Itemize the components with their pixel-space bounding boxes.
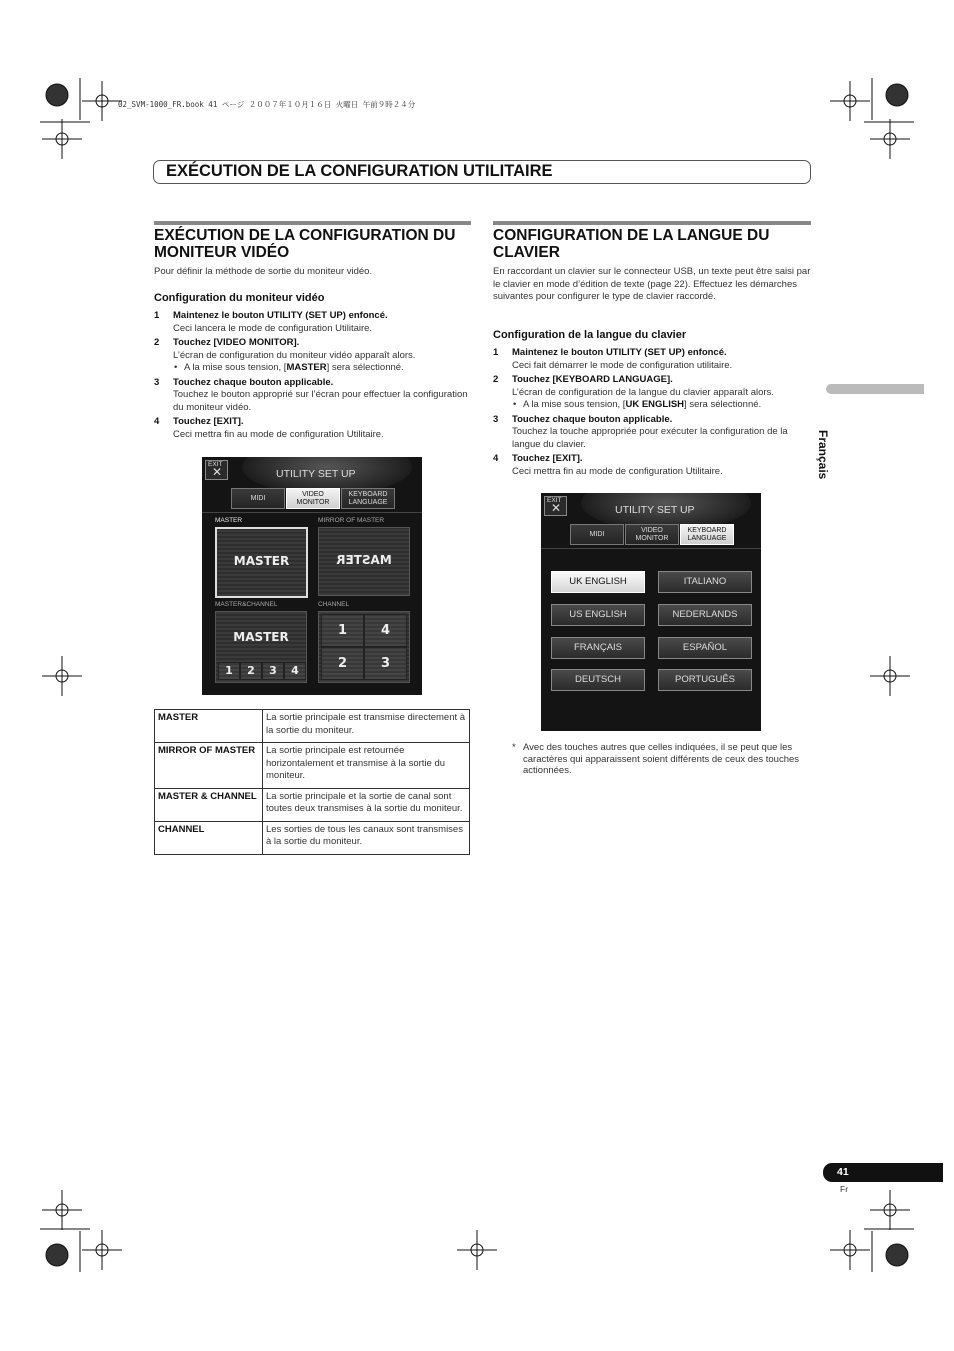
option-label-master: MASTER	[215, 517, 243, 524]
screen-title: UTILITY SET UP	[615, 504, 695, 516]
table-row	[155, 743, 470, 789]
table-row	[155, 710, 470, 743]
step	[493, 347, 811, 372]
step-title: Maintenez le bouton UTILITY (SET UP) enfoncé.	[173, 310, 388, 321]
step-title: Touchez [KEYBOARD LANGUAGE].	[512, 374, 673, 385]
footnote-text: Avec des touches autres que celles indiquées, il se peut que les caractères qui apparaissent soient différents de ceux des touches actionnées.	[523, 742, 800, 776]
section-rule	[493, 221, 811, 225]
step-title: Touchez chaque bouton applicable.	[512, 413, 673, 425]
tab-keyboard-language[interactable]: KEYBOARD LANGUAGE	[680, 524, 734, 545]
close-icon: ✕	[212, 465, 223, 479]
tab-midi[interactable]: MIDI	[570, 524, 624, 545]
table-value: Les sorties de tous les canaux sont transmises à la sortie du moniteur.	[263, 821, 470, 854]
footnote-mark: *	[512, 742, 516, 753]
table-key: MASTER	[155, 710, 263, 743]
lang-button-espanol[interactable]: ESPAÑOL	[658, 637, 752, 659]
step	[493, 453, 811, 478]
section-intro: Pour définir la méthode de sortie du moniteur vidéo.	[154, 266, 373, 277]
step-text: Ceci mettra fin au mode de configuration Utilitaire.	[512, 465, 723, 477]
lang-button-us-english[interactable]: US ENGLISH	[551, 604, 645, 626]
subheading-video-monitor: Configuration du moniteur vidéo	[154, 292, 325, 304]
keyboard-language-screen	[541, 493, 761, 731]
chapter-title: EXÉCUTION DE LA CONFIGURATION UTILITAIRE	[166, 162, 553, 180]
step	[493, 414, 811, 452]
table-row	[155, 821, 470, 854]
tab-keyboard-language[interactable]: KEYBOARD LANGUAGE	[341, 488, 395, 509]
video-monitor-screen	[202, 457, 422, 695]
step-title: Touchez chaque bouton applicable.	[173, 376, 334, 388]
table-key: MIRROR OF MASTER	[155, 743, 263, 789]
step-number: 3	[493, 413, 499, 425]
close-icon: ✕	[551, 501, 562, 515]
section-rule	[154, 221, 471, 225]
lang-button-italiano[interactable]: ITALIANO	[658, 571, 752, 593]
section-heading-video-monitor: EXÉCUTION DE LA CONFIGURATION DU MONITEUR VIDÉO	[154, 227, 456, 261]
step	[154, 377, 470, 415]
step-number: 3	[154, 376, 160, 388]
exit-button[interactable]: EXIT ✕	[544, 496, 567, 516]
step	[493, 374, 811, 412]
page-number-tab	[823, 1163, 943, 1182]
step-text: Ceci fait démarrer le mode de configuration utilitaire.	[512, 359, 733, 371]
option-label-mirror: MIRROR OF MASTER	[318, 517, 385, 524]
step-title: Touchez [EXIT].	[173, 416, 244, 427]
master-channel-option-button[interactable]: MASTER 1 2 3 4	[215, 611, 307, 683]
step-title: Touchez [EXIT].	[512, 453, 583, 464]
master-option-button[interactable]: MASTER	[215, 527, 308, 598]
step-text: L’écran de configuration de la langue du clavier apparaît alors.	[512, 386, 774, 398]
tab-video-monitor[interactable]: VIDEO MONITOR	[286, 488, 340, 509]
step-title: Maintenez le bouton UTILITY (SET UP) enfoncé.	[512, 347, 727, 358]
section-heading-keyboard-language: CONFIGURATION DE LA LANGUE DU CLAVIER	[493, 227, 770, 261]
step-text: Ceci lancera le mode de configuration Utilitaire.	[173, 322, 373, 334]
step-bullet: • A la mise sous tension, [UK ENGLISH] sera sélectionné.	[512, 399, 811, 412]
step-number: 2	[493, 374, 499, 385]
step-text: Ceci mettra fin au mode de configuration Utilitaire.	[173, 428, 384, 440]
step	[154, 310, 470, 335]
lang-button-portugues[interactable]: PORTUGUÊS	[658, 669, 752, 691]
lang-button-nederlands[interactable]: NEDERLANDS	[658, 604, 752, 626]
step-text: Touchez le bouton approprié sur l’écran pour effectuer la configuration du moniteur vidéo.	[173, 389, 468, 413]
step-number: 2	[154, 337, 160, 348]
step	[154, 416, 470, 441]
step-bullet: • A la mise sous tension, [MASTER] sera sélectionné.	[173, 362, 470, 375]
step	[154, 337, 470, 375]
tab-midi[interactable]: MIDI	[231, 488, 285, 509]
page-number: 41	[837, 1166, 849, 1178]
step-number: 4	[493, 453, 499, 464]
section-intro: En raccordant un clavier sur le connecteur USB, un texte peut être saisi par le clavier en mode d’édition de texte (page 22). Effectuez les démarches suivantes pour configurer le type de clavier raccordé.	[493, 266, 811, 302]
table-row	[155, 788, 470, 821]
step-title: Touchez [VIDEO MONITOR].	[173, 337, 300, 348]
exit-button[interactable]: EXIT ✕	[205, 460, 228, 480]
table-key: CHANNEL	[155, 821, 263, 854]
video-output-definitions-table	[154, 709, 470, 855]
lang-button-uk-english[interactable]: UK ENGLISH	[551, 571, 645, 593]
subheading-keyboard-language: Configuration de la langue du clavier	[493, 329, 687, 341]
language-side-tab	[826, 384, 924, 394]
table-value: La sortie principale et la sortie de canal sont toutes deux transmises à la sortie du moniteur.	[263, 788, 470, 821]
step-number: 1	[154, 310, 160, 321]
screen-title: UTILITY SET UP	[276, 468, 356, 480]
side-language-label: Français	[816, 430, 830, 480]
table-value: La sortie principale est retournée horizontalement et transmise à la sortie du moniteur.	[263, 743, 470, 789]
lang-button-deutsch[interactable]: DEUTSCH	[551, 669, 645, 691]
page-language-code: Fr	[840, 1184, 849, 1194]
step-number: 4	[154, 416, 160, 427]
option-label-master-channel: MASTER&CHANNEL	[215, 601, 278, 608]
step-number: 1	[493, 347, 499, 358]
table-value: La sortie principale est transmise directement à la sortie du moniteur.	[263, 710, 470, 743]
option-label-channel: CHANNEL	[318, 601, 350, 608]
mirror-of-master-option-button[interactable]: MASTER	[318, 527, 410, 596]
channel-option-button[interactable]: 1 4 2 3	[318, 611, 410, 683]
book-filename-line: 02_SVM-1000_FR.book 41 ページ ２００７年１０月１６日 火曜日 午前９時２４分	[118, 100, 416, 109]
step-text: L’écran de configuration du moniteur vidéo apparaît alors.	[173, 349, 416, 361]
tab-video-monitor[interactable]: VIDEO MONITOR	[625, 524, 679, 545]
steps-list-video-monitor	[154, 310, 470, 443]
table-key: MASTER & CHANNEL	[155, 788, 263, 821]
lang-button-francais[interactable]: FRANÇAIS	[551, 637, 645, 659]
steps-list-keyboard-language	[493, 347, 811, 480]
chapter-title-bar	[153, 160, 811, 184]
step-text: Touchez la touche appropriée pour exécuter la configuration de la langue du clavier.	[512, 426, 788, 450]
